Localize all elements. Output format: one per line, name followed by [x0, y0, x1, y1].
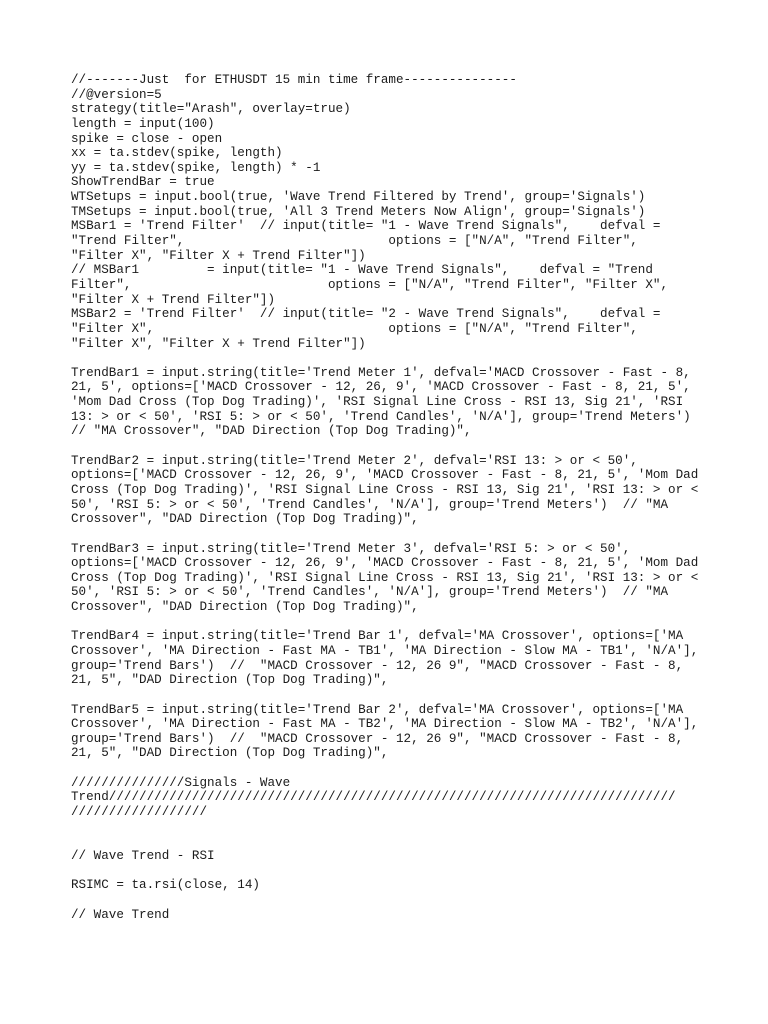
code-line: TrendBar4 = input.string(title='Trend Bar 1', defval='MA Crossover', options=['MA — [71, 629, 684, 644]
code-line: Trend/////////////////////////////////////////////////////////////////////////// — [71, 790, 676, 805]
code-line — [71, 439, 711, 454]
code-line: 21, 5", "DAD Direction (Top Dog Trading)", — [71, 673, 389, 688]
code-line: // Wave Trend - RSI — [71, 848, 215, 863]
code-line: "Filter X", "Filter X + Trend Filter"]) — [71, 248, 366, 263]
code-line: TrendBar5 = input.string(title='Trend Bar 2', defval='MA Crossover', options=['MA — [71, 702, 684, 717]
code-line — [71, 688, 711, 703]
code-line — [71, 351, 711, 366]
code-line — [71, 761, 711, 776]
code-line: Filter", options = ["N/A", "Trend Filter", "Filter X", — [71, 277, 669, 292]
code-line: group='Trend Bars') // "MACD Crossover - 12, 26 9", "MACD Crossover - Fast - 8, — [71, 731, 684, 746]
code-line: //-------Just for ETHUSDT 15 min time frame--------------- — [71, 73, 517, 87]
code-line: TrendBar1 = input.string(title='Trend Meter 1', defval='MACD Crossover - Fast - 8, — [71, 365, 691, 380]
code-line: ////////////////// — [71, 805, 208, 820]
code-line: // MSBar1 = input(title= "1 - Wave Trend Signals", defval = "Trend — [71, 263, 653, 278]
code-line: ///////////////Signals - Wave — [71, 775, 291, 790]
code-line: Crossover', 'MA Direction - Fast MA - TB2', 'MA Direction - Slow MA - TB2', 'N/A'], — [71, 717, 699, 732]
code-line: options=['MACD Crossover - 12, 26, 9', 'MACD Crossover - Fast - 8, 21, 5', 'Mom Dad — [71, 468, 699, 483]
code-line — [71, 834, 711, 849]
code-line — [71, 615, 711, 630]
code-line: TMSetups = input.bool(true, 'All 3 Trend Meters Now Align', group='Signals') — [71, 204, 646, 219]
code-line — [71, 893, 711, 908]
code-line: length = input(100) — [71, 116, 215, 131]
code-line: "Trend Filter", options = ["N/A", "Trend Filter", — [71, 234, 638, 249]
code-line: RSIMC = ta.rsi(close, 14) — [71, 878, 260, 893]
code-line: 21, 5", "DAD Direction (Top Dog Trading)", — [71, 746, 389, 761]
code-line: group='Trend Bars') // "MACD Crossover - 12, 26 9", "MACD Crossover - Fast - 8, — [71, 658, 684, 673]
code-line — [71, 864, 711, 879]
code-line: // Wave Trend — [71, 907, 170, 922]
code-line: WTSetups = input.bool(true, 'Wave Trend Filtered by Trend', group='Signals') — [71, 190, 646, 205]
code-line: MSBar1 = 'Trend Filter' // input(title= "1 - Wave Trend Signals", defval = — [71, 219, 661, 234]
code-line: 'Mom Dad Cross (Top Dog Trading)', 'RSI Signal Line Cross - RSI 13, Sig 21', 'RSI — [71, 395, 684, 410]
code-line: ShowTrendBar = true — [71, 175, 215, 190]
code-line: yy = ta.stdev(spike, length) * -1 — [71, 160, 321, 175]
code-line: //@version=5 — [71, 87, 162, 102]
code-line: 50', 'RSI 5: > or < 50', 'Trend Candles', 'N/A'], group='Trend Meters') // "MA — [71, 497, 669, 512]
code-line: options=['MACD Crossover - 12, 26, 9', 'MACD Crossover - Fast - 8, 21, 5', 'Mom Dad — [71, 556, 699, 571]
code-line: Crossover', 'MA Direction - Fast MA - TB1', 'MA Direction - Slow MA - TB1', 'N/A'], — [71, 643, 699, 658]
code-line: strategy(title="Arash", overlay=true) — [71, 102, 351, 117]
code-line: 21, 5', options=['MACD Crossover - 12, 26, 9', 'MACD Crossover - Fast - 8, 21, 5', — [71, 380, 691, 395]
code-line — [71, 527, 711, 542]
code-line: Cross (Top Dog Trading)', 'RSI Signal Line Cross - RSI 13, Sig 21', 'RSI 13: > or < — [71, 570, 699, 585]
code-line: Crossover", "DAD Direction (Top Dog Trading)", — [71, 512, 419, 527]
code-line — [71, 820, 711, 835]
code-line: "Filter X + Trend Filter"]) — [71, 292, 276, 307]
code-line: Cross (Top Dog Trading)', 'RSI Signal Line Cross - RSI 13, Sig 21', 'RSI 13: > or < — [71, 482, 699, 497]
code-line: TrendBar3 = input.string(title='Trend Meter 3', defval='RSI 5: > or < 50', — [71, 541, 631, 556]
code-line: spike = close - open — [71, 131, 223, 146]
code-line: 13: > or < 50', 'RSI 5: > or < 50', 'Trend Candles', 'N/A'], group='Trend Meters') — [71, 409, 691, 424]
code-line: MSBar2 = 'Trend Filter' // input(title= "2 - Wave Trend Signals", defval = — [71, 307, 661, 322]
code-line: "Filter X", "Filter X + Trend Filter"]) — [71, 336, 366, 351]
code-line: TrendBar2 = input.string(title='Trend Meter 2', defval='RSI 13: > or < 50', — [71, 453, 638, 468]
code-listing — [71, 73, 711, 922]
code-line: 50', 'RSI 5: > or < 50', 'Trend Candles', 'N/A'], group='Trend Meters') // "MA — [71, 585, 669, 600]
code-line: xx = ta.stdev(spike, length) — [71, 146, 283, 161]
code-line: // "MA Crossover", "DAD Direction (Top Dog Trading)", — [71, 424, 472, 439]
code-line: Crossover", "DAD Direction (Top Dog Trading)", — [71, 600, 419, 615]
code-line: "Filter X", options = ["N/A", "Trend Filter", — [71, 321, 638, 336]
